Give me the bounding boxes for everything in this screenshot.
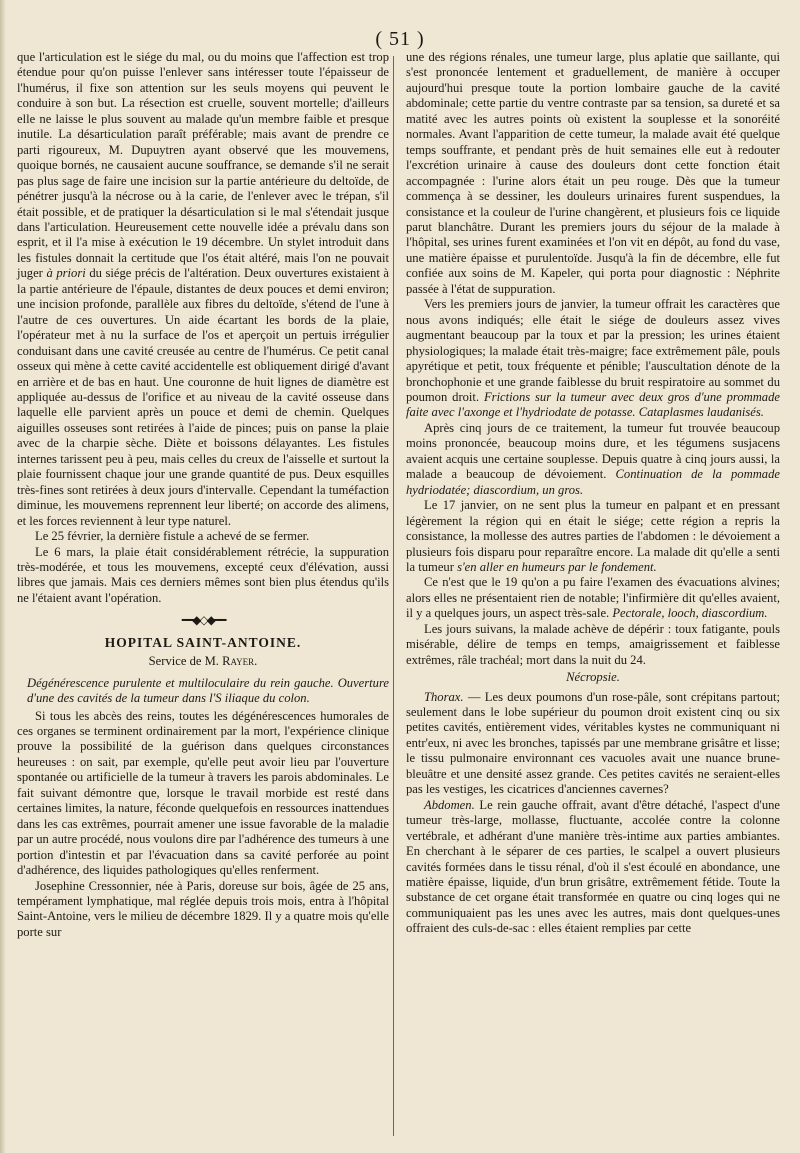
paragraph: Vers les premiers jours de janvier, la tumeur offrait les caractères que nous avons indiqués; elle était le siége de douleurs assez vives augmentant beaucoup par la toux et par la pression; les urines étaient physiologiques; la malade était très-maigre; face extrêmement pâle, pouls apyrétique et petit, toux fréquente et pénible; l'auscultation dénote de la bronchophonie et une grande faiblesse du bruit respiratoire au sommet du poumon droit. Frictions sur la tumeur avec deux gros d'une prommade faite avec l'axonge et l'hydriodate de potasse. Cataplasmes laudanisés. <box>406 297 780 420</box>
paragraph: Les jours suivans, la malade achève de dépérir : toux fatigante, pouls misérable, délire de temps en temps, amaigrissement et faiblesse extrêmes, râle trachéal; mort dans la nuit du 24. <box>406 621 780 667</box>
right-column <box>406 50 780 937</box>
column-divider <box>393 56 394 1136</box>
page-number: ( 51 ) <box>375 28 425 50</box>
paragraph: Josephine Cressonnier, née à Paris, doreuse sur bois, âgée de 25 ans, tempérament lymphatique, mal réglée depuis trois mois, entra à l'hôpital Saint-Antoine, vers le milieu de décembre 1829. Il y a quatre mois qu'elle porte sur <box>17 878 389 939</box>
case-title: Dégénérescence purulente et multiloculaire du rein gauche. Ouverture d'une des cavités de la tumeur dans l'S iliaque du colon. <box>27 675 389 706</box>
paragraph: Abdomen. Le rein gauche offrait, avant d'être détaché, l'aspect d'une tumeur très-large, mollasse, fluctuante, accolée contre la colonne vertébrale, et adhérant d'une manière très-intime aux parties ambiantes. En cherchant à le séparer de ces parties, le scalpel a ouvert plusieurs cavités formées dans le tissu rénal, d'où il s'est écoulé en abondance, une matière épaisse, liquide, d'un brun grisâtre, extrêmement fétide. Toute la substance de cet organe était transformée en quatre ou cinq loges qui ne communiquaient pas les unes avec les autres, mais dont quelques-unes offraient des culs-de-sac : elles étaient remplies par cette <box>406 797 781 936</box>
paragraph: Le 6 mars, la plaie était considérablement rétrécie, la suppuration très-modérée, et tous les mouvemens, excepté ceux d'élévation, aussi libres que jamais. Mais ces derniers mêmes sont bien plus étendus qu'ils ne l'étaient avant l'opération. <box>17 544 389 605</box>
paragraph: une des régions rénales, une tumeur large, plus aplatie que saillante, qui s'est prononcée lentement et graduellement, de manière à occuper aujourd'hui presque toute la portion lombaire gauche de la cavité abdominale; cette partie du ventre contraste par sa tension, sa dureté et sa matité avec les autres points où existent la souplesse et la sonoréité normales. Avant l'apparition de cette tumeur, la malade avait été quelque temps souffrante, et pendant près de huit semaines elle eut à redouter l'excrétion urinaire à cause des douleurs dont cette fonction était accompagnée : l'urine alors était un peu rouge. Dès que la tumeur commença à se dessiner, les douleurs urinaires furent suspendues, la consistance et la couleur de l'urine changèrent, et plusieurs fois ce liquide parut blanchâtre. Durant les premiers jours du séjour de la malade à l'hôpital, ses urines furent examinées et l'on vit en dépôt, au fond du vase, une matière épaisse et purulentoïde. Jusqu'à la fin de décembre, elle fut confiée aux soins de M. Kapeler, qui porta pour diagnostic : Néphrite passée à l'état de suppuration. <box>406 50 780 296</box>
paragraph: Après cinq jours de ce traitement, la tumeur fut trouvée beaucoup moins prononcée, beaucoup moins dure, et les tégumens susjacens avaient acquis une certaine souplesse. Depuis quatre à cinq jours aussi, la malade a beaucoup de dévoiement. Continuation de la pommade hydriodatée; diascordium, un gros. <box>406 420 780 497</box>
paragraph: Ce n'est que le 19 qu'on a pu faire l'examen des évacuations alvines; alors elles ne présentaient rien de notable; l'infirmière dit qu'elles avaient, il y a quelques jours, un aspect très-sale. Pectorale, looch, diascordium. <box>406 575 780 621</box>
section-ornament: ━━◆◇◆━━ <box>181 613 225 628</box>
paragraph: que l'articulation est le siége du mal, ou du moins que l'affection est trop étendue pour qu'on puisse l'enlever sans intéresser toute l'épaisseur de l'humérus, il fixe son attention sur les seuls moyens qui peuvent le conduire à son but. La résection est cruelle, souvent mortelle; d'ailleurs elle ne laisse le plus souvent au malade qu'un membre faible et presque inutile. La désarticulation paraît préférable; mais avant de prendre ce parti rigoureux, M. Dupuytren ayant observé que les mouvemens, quoique bornés, ne causaient aucune souffrance, se demande s'il ne serait pas plus sage de faire une incision sur la partie antérieure du deltoïde, de pénétrer jusqu'à la nécrose ou à la carie, de l'enlever avec le trépan, s'il était possible, et de pratiquer la désarticulation si le mal s'étendait jusque dans l'articulation. Heureusement cette nouvelle idée a prévalu dans son esprit, et il l'a mise à exécution le 19 décembre. Un stylet introduit dans les fistules donnait la certitude que l'os était altéré, mais l'on ne pouvait juger à priori du siége précis de l'altération. Deux ouvertures existaient à la partie antérieure de l'épaule, distantes de deux pouces et demi environ; une incision profonde, parallèle aux fibres du deltoïde, s'étend de l'une à l'autre de ces ouvertures. Un aide écartant les bords de la plaie, l'opérateur met à nu la surface de l'os et aperçoit un pertuis irrégulier conduisant dans une cavité creusée au centre de l'humérus. Ce petit canal osseux qui mène à cette cavité accidentelle est obliquement dirigé d'avant en arrière et de bas en haut. Une couronne de huit lignes de diamètre est appliquée au-dessus de l'orifice et au niveau de la cavité osseuse dans laquelle elle parvient après un pouce et demi de chemin. Quelques aiguilles osseuses sont retirées à l'aide de pinces; puis on panse la plaie avec de la charpie sèche. Diète et boissons délayantes. Les fistules internes tarissent peu à peu, mais celles du creux de l'aisselle et surtout la plaie fournissent chaque jour une grande quantité de pus. Deux esquilles très-fines sont retirées à deux jours d'intervalle. Cependant la tuméfaction diminue, les mouvemens reprennent leur liberté; on accorde des alimens, et les forces reviennent à leur type naturel. <box>17 50 390 528</box>
service-line: Service de M. Rayer. <box>148 654 258 669</box>
paragraph: Le 25 février, la dernière fistule a achevé de se fermer. <box>35 529 310 544</box>
section-heading: HOPITAL SAINT-ANTOINE. <box>104 634 302 650</box>
paragraph: Si tous les abcès des reins, toutes les dégénérescences humorales de ces organes se terminent ordinairement par la mort, l'expérience clinique prouve la possibilité de la guérison dans quelques circonstances heureuses : on sait, par exemple, qu'elle peut avoir lieu par l'ouverture spontanée ou artificielle de la tumeur à travers les parois abdominales. Le fait suivant démontre que, lorsque le travail morbide est resté dans certaines limites, la nature, féconde quelquefois en ressources inattendues dans les cas extrêmes, pourrait amener une issue favorable de la maladie par un autre procédé, nous voulons dire par l'adhérence des tumeurs à une portion d'intestin et par l'évacuation dans sa cavité perforée au point d'adhérence, des liquides pathologiques qu'elles renferment. <box>17 708 389 878</box>
paragraph: Thorax. — Les deux poumons d'un rose-pâle, sont crépitans partout; seulement dans le lobe supérieur du poumon droit existent cinq ou six petites cavités, entièrement vides, véritables kystes ne communiquant ni entr'eux, ni avec les bronches, tapissés par une membrane grisâtre et lisse; le tissu pulmonaire environnant ces vacuoles avait une nuance brune-bleuâtre et une densité assez grande. Ces petites cavités ne seraient-elles pas les vestiges, les cicatrices d'anciennes cavernes? <box>406 689 780 797</box>
subsection-heading: Nécropsie. <box>566 670 620 685</box>
page-binding-edge <box>0 0 6 1153</box>
left-column <box>17 50 389 940</box>
paragraph: Le 17 janvier, on ne sent plus la tumeur en palpant et en pressant légèrement la région qui en était le siége; cette région a repris la consistance, la mollesse des autres parties de l'abdomen : le dévoiement a plusieurs fois disparu pour reparaître encore. La malade dit qu'elle a senti la tumeur s'en aller en humeurs par le fondement. <box>406 498 780 574</box>
